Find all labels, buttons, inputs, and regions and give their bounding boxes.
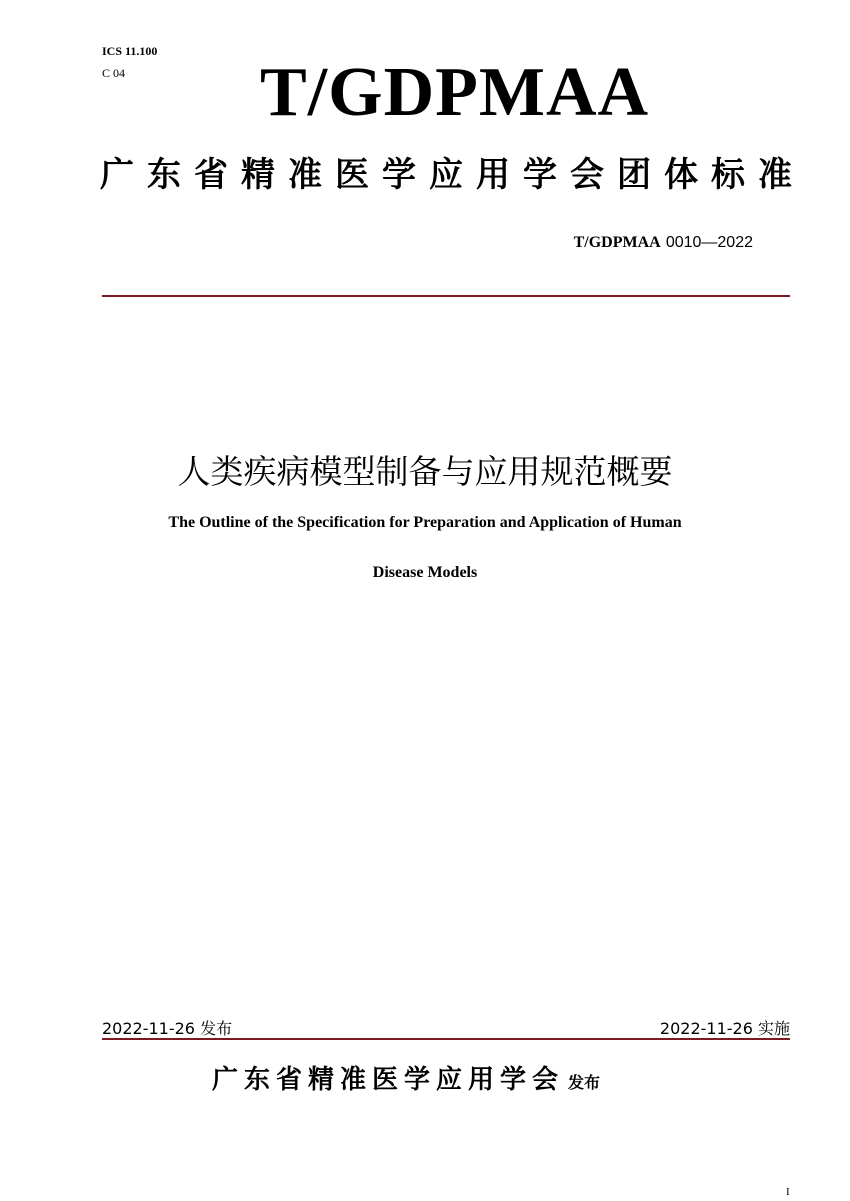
document-title-english-line-1: The Outline of the Specification for Preparation and Application of Human bbox=[168, 514, 682, 531]
bottom-divider bbox=[102, 1038, 790, 1040]
publish-date: 2022-11-26 发布 bbox=[102, 1019, 233, 1038]
publisher-suffix: 发布 bbox=[568, 1073, 601, 1092]
publisher-name: 广东省精准医学应用学会 bbox=[212, 1065, 565, 1095]
top-divider bbox=[102, 295, 790, 297]
ccs-code: C 04 bbox=[102, 66, 126, 80]
organization-standard-title: 广东省精准医学应用学会团体标准 bbox=[100, 155, 805, 195]
standard-number-value: 0010—2022 bbox=[665, 234, 753, 251]
standard-code: T/GDPMAA bbox=[573, 234, 661, 251]
implementation-date: 2022-11-26 实施 bbox=[659, 1019, 790, 1038]
standard-logo: T/GDPMAA bbox=[260, 54, 650, 131]
page-number: I bbox=[786, 1186, 790, 1198]
ics-code: ICS 11.100 bbox=[102, 44, 158, 58]
document-title-english-line-2: Disease Models bbox=[372, 564, 478, 581]
document-title-chinese: 人类疾病模型制备与应用规范概要 bbox=[177, 452, 673, 491]
standard-number bbox=[574, 232, 753, 252]
publisher-line bbox=[212, 1067, 600, 1093]
